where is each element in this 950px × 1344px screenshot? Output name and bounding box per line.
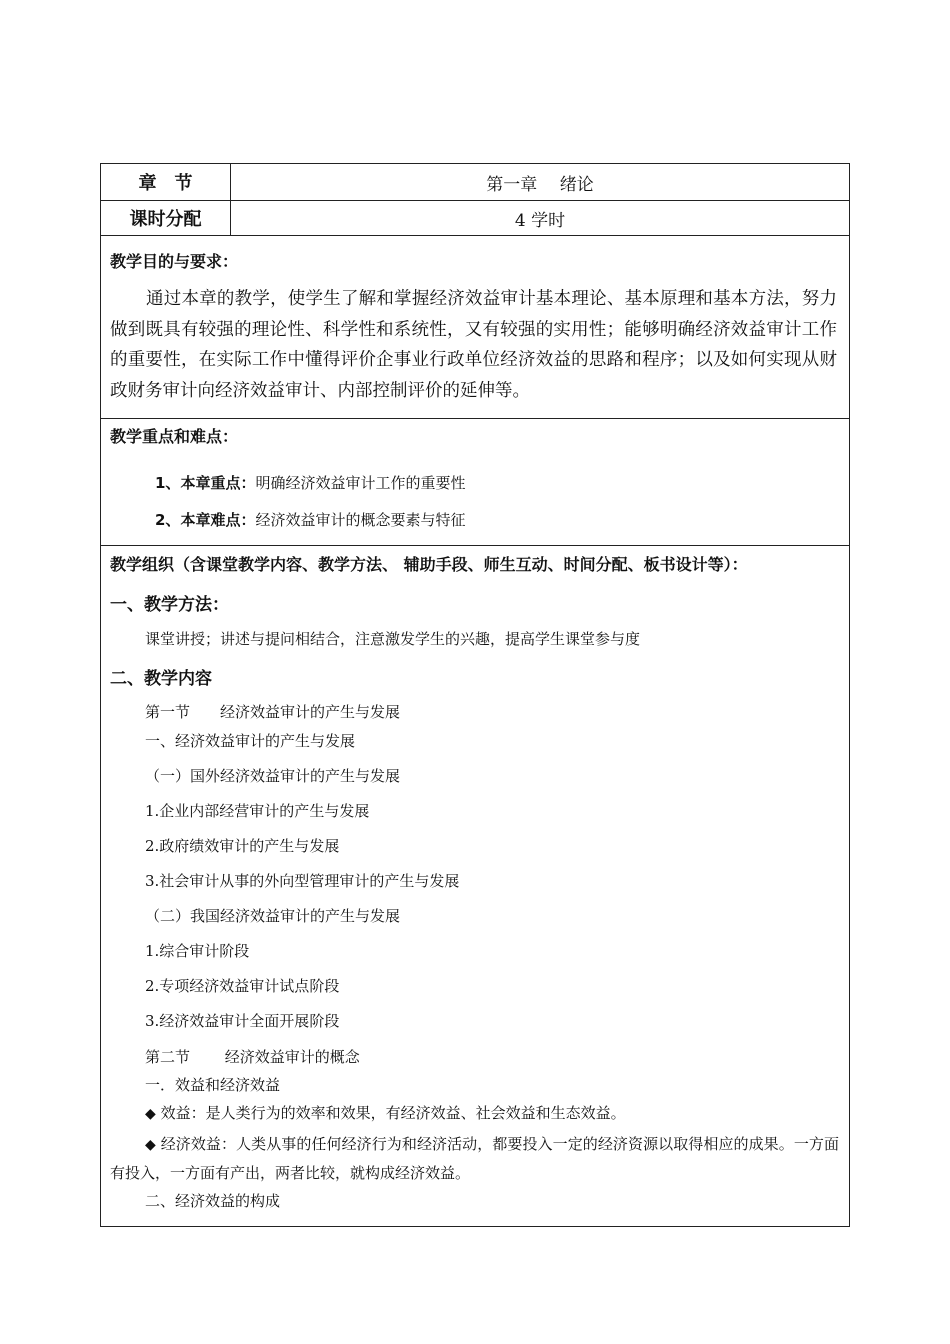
content-line: 3.经济效益审计全面开展阶段 [145,1012,340,1030]
bullet-item: ◆ 经济效益：人类从事的任何经济行为和经济活动，都要投入一定的经济资源以取得相应的成果。一方面有投入，一方面有产出，两者比较，就构成经济效益。 [110,1135,839,1182]
method-text: 课堂讲授；讲述与提问相结合，注意激发学生的兴趣，提高学生课堂参与度 [145,630,641,648]
content-line: 2.政府绩效审计的产生与发展 [145,837,340,855]
lesson-plan-table [100,163,850,1227]
method-heading: 一、教学方法： [110,595,229,615]
content-heading: 二、教学内容 [110,669,212,689]
organization-section [101,546,849,1226]
key-point-item: 1、本章重点：明确经济效益审计工作的重要性 [155,474,466,492]
diamond-bullet-icon: ◆ [145,1106,156,1122]
chapter-row [101,164,849,201]
hours-label: 课时分配 [101,201,231,235]
content-line: 2.专项经济效益审计试点阶段 [145,977,340,995]
content-line: 1.企业内部经营审计的产生与发展 [145,802,370,820]
content-line: （一）国外经济效益审计的产生与发展 [145,767,401,785]
objectives-section [101,236,849,419]
key-points-heading: 教学重点和难点： [110,427,239,446]
content-line: 二、经济效益的构成 [145,1192,281,1210]
content-line: 第二节 经济效益审计的概念 [145,1048,360,1066]
diamond-bullet-icon: ◆ [145,1137,156,1153]
objectives-heading: 教学目的与要求： [110,252,239,271]
key-points-section [101,419,849,546]
hours-value: 4 学时 [514,210,566,231]
objectives-paragraph: 通过本章的教学，使学生了解和掌握经济效益审计基本理论、基本原理和基本方法，努力做到既具有较强的理论性、科学性和系统性，又有较强的实用性；能够明确经济效益审计工作的重要性，在实际工作中懂得评价企事业行政单位经济效益的思路和程序；以及如何实现从财政财务审计向经济效益审计、内部控制评价的延伸等。 [110,289,837,401]
content-line: 3.社会审计从事的外向型管理审计的产生与发展 [145,872,460,890]
content-line: 一．效益和经济效益 [145,1076,281,1094]
bullet-item: ◆ 效益：是人类行为的效率和效果，有经济效益、社会效益和生态效益。 [145,1104,626,1122]
content-line: 第一节 经济效益审计的产生与发展 [145,703,401,721]
chapter-value: 第一章 绪论 [486,174,594,195]
content-line: （二）我国经济效益审计的产生与发展 [145,907,401,925]
key-difficulty-item: 2、本章难点：经济效益审计的概念要素与特征 [155,511,466,529]
content-line: 一、经济效益审计的产生与发展 [145,732,356,750]
organization-heading: 教学组织（含课堂教学内容、教学方法、 辅助手段、师生互动、时间分配、板书设计等）： [110,555,748,574]
hours-row [101,201,849,236]
content-line: 1.综合审计阶段 [145,942,250,960]
chapter-label: 章 节 [101,164,231,200]
